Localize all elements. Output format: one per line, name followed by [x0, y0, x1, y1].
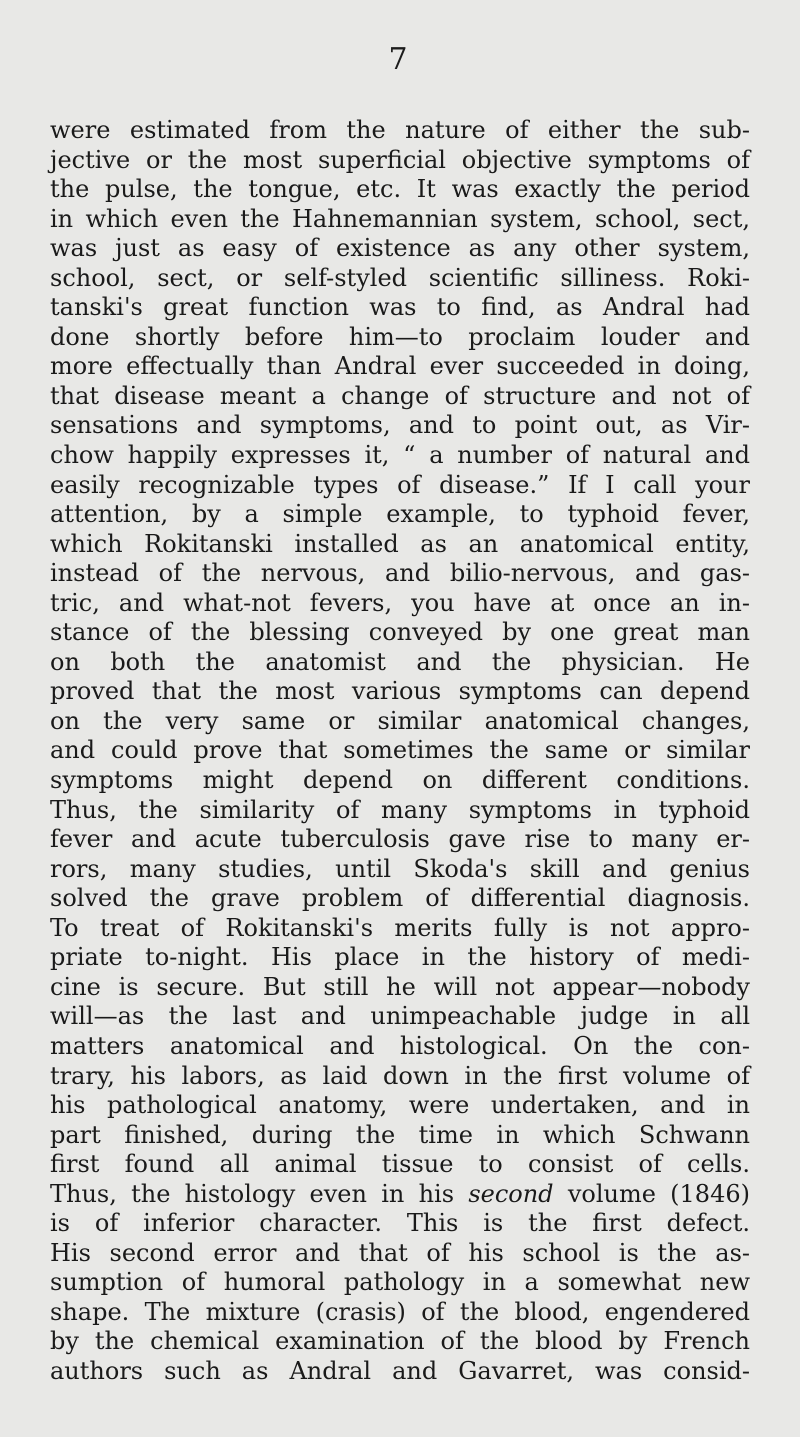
text-line: symptoms might depend on different conditions.: [50, 766, 750, 795]
text-line: attention, by a simple example, to typhoid fever,: [50, 500, 750, 529]
text-line: on the very same or similar anatomical changes,: [50, 706, 750, 735]
text-line: jective or the most superficial objective symptoms of: [50, 145, 750, 174]
text-line: part finished, during the time in which Schwann: [50, 1120, 750, 1149]
text-line: his pathological anatomy, were undertaken, and in: [50, 1091, 750, 1120]
body-text: [50, 116, 750, 1387]
text-line: on both the anatomist and the physician. He: [50, 647, 750, 676]
text-line: sumption of humoral pathology in a somewhat new: [50, 1268, 750, 1297]
text-line: chow happily expresses it, “ a number of natural and: [50, 441, 750, 470]
text-line: His second error and that of his school is the as-: [50, 1238, 750, 1267]
text-line: and could prove that sometimes the same or similar: [50, 736, 750, 765]
text-line: done shortly before him—to proclaim louder and: [50, 322, 750, 351]
text-line: sensations and symptoms, and to point out, as Vir-: [50, 411, 750, 440]
text-line: fever and acute tuberculosis gave rise to many er-: [50, 825, 750, 854]
text-line: first found all animal tissue to consist of cells.: [50, 1150, 750, 1179]
text-line: rors, many studies, until Skoda's skill and genius: [50, 854, 750, 883]
text-line: Thus, the similarity of many symptoms in typhoid: [50, 795, 750, 824]
text-line: which Rokitanski installed as an anatomical entity,: [50, 529, 750, 558]
page-number: 7: [388, 42, 408, 77]
text-line: was just as easy of existence as any other system,: [50, 234, 750, 263]
text-line: will—as the last and unimpeachable judge in all: [50, 1002, 750, 1031]
text-line: school, sect, or self-styled scientific silliness. Roki-: [50, 263, 750, 292]
text-line: authors such as Andral and Gavarret, was consid-: [50, 1356, 750, 1385]
text-line: trary, his labors, as laid down in the first volume of: [50, 1061, 750, 1090]
text-line: instead of the nervous, and bilio-nervous, and gas-: [50, 559, 750, 588]
italic-word: second: [468, 1179, 554, 1208]
text-line: To treat of Rokitanski's merits fully is not appro-: [50, 913, 750, 942]
text-run: volume (1846): [567, 1179, 750, 1208]
text-line: tanski's great function was to find, as Andral had: [50, 293, 750, 322]
text-line: stance of the blessing conveyed by one great man: [50, 618, 750, 647]
text-line: that disease meant a change of structure and not of: [50, 381, 750, 410]
text-line: priate to-night. His place in the history of medi-: [50, 943, 750, 972]
text-line: shape. The mixture (crasis) of the blood, engendered: [50, 1297, 750, 1326]
text-line: were estimated from the nature of either the sub-: [50, 116, 750, 144]
text-line: cine is secure. But still he will not appear—nobody: [50, 972, 750, 1001]
text-line: the pulse, the tongue, etc. It was exactly the period: [50, 175, 750, 204]
text-line: in which even the Hahnemannian system, school, sect,: [50, 204, 750, 233]
text-line: matters anatomical and histological. On the con-: [50, 1031, 750, 1060]
text-line: solved the grave problem of differential diagnosis.: [50, 884, 750, 913]
text-line: proved that the most various symptoms can depend: [50, 677, 750, 706]
text-line: easily recognizable types of disease.” If I call your: [50, 470, 750, 499]
text-line: tric, and what-not fevers, you have at once an in-: [50, 588, 750, 617]
text-line: is of inferior character. This is the first defect.: [50, 1209, 750, 1238]
text-line: by the chemical examination of the blood by French: [50, 1327, 750, 1356]
text-run: Thus, the histology even in his: [50, 1179, 455, 1208]
text-line: more effectually than Andral ever succeeded in doing,: [50, 352, 750, 381]
text-line-with-italic: [50, 1180, 750, 1210]
